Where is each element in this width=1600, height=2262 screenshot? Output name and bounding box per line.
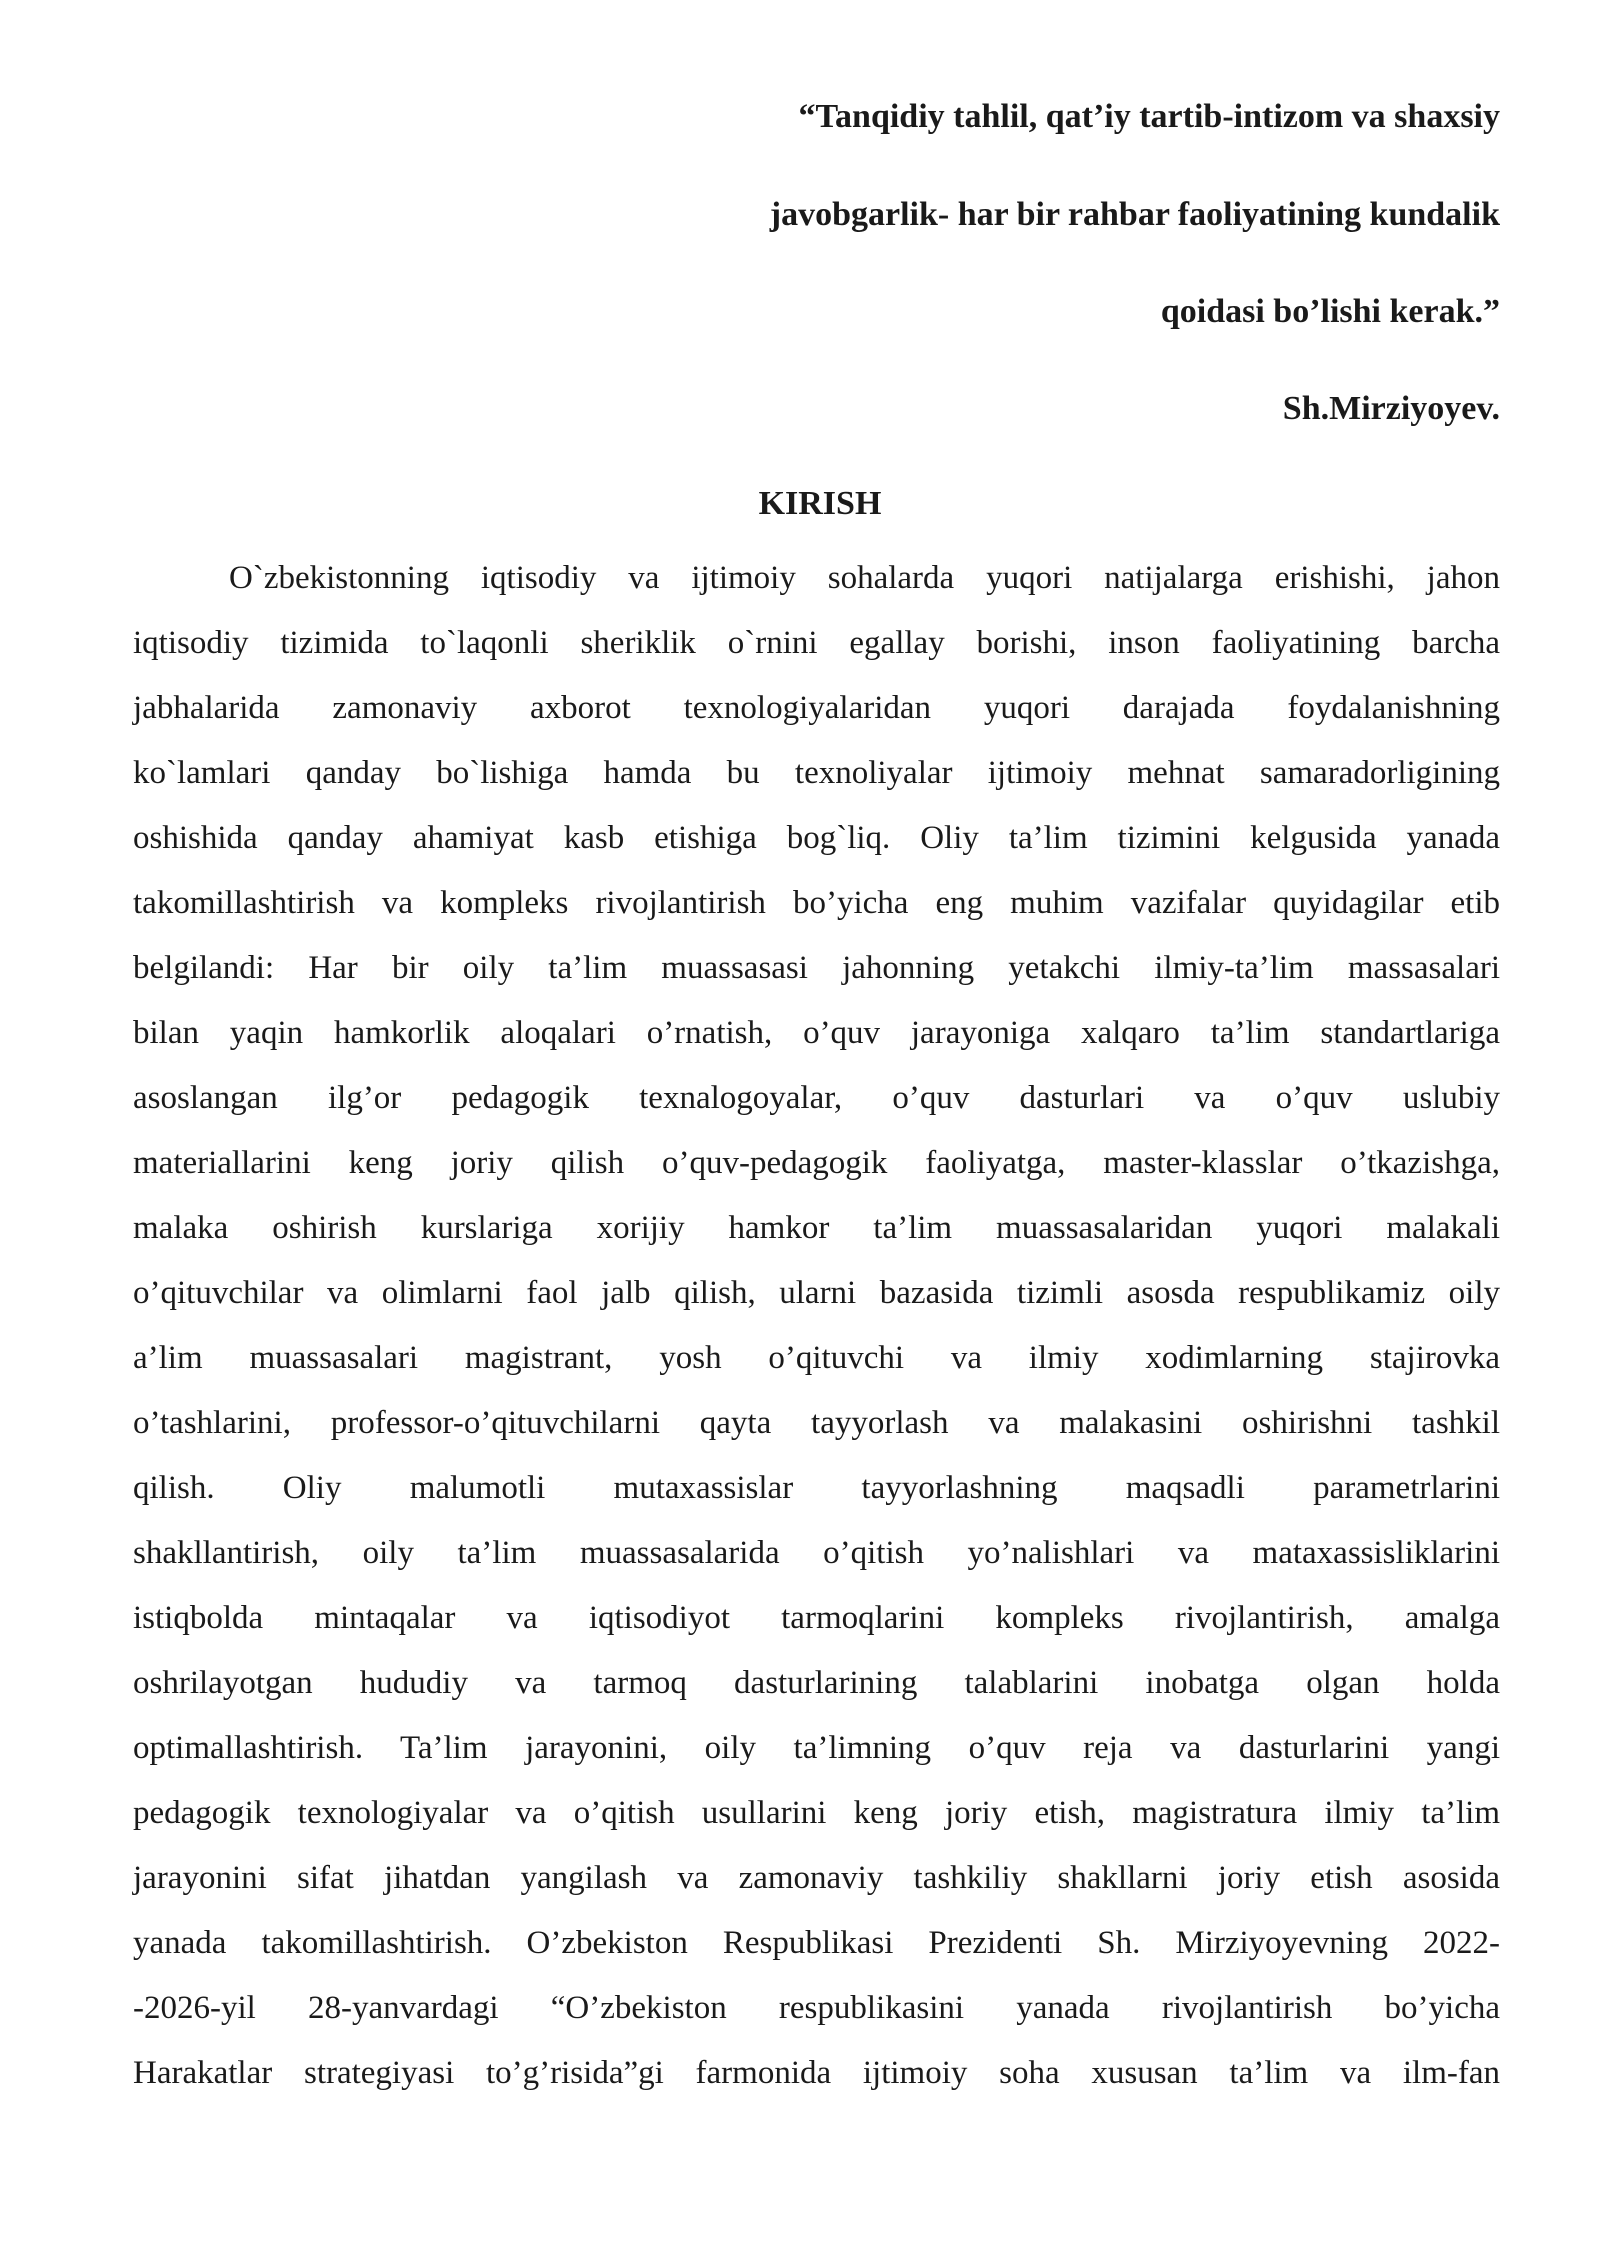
body-line: yanada takomillashtirish. O’zbekiston Respublikasi Prezidenti Sh. Mirziyoyevning 2022- <box>133 1925 1500 1961</box>
body-line: materiallarini keng joriy qilish o’quv-pedagogik faoliyatga, master-klasslar o’tkazishga, <box>133 1145 1500 1181</box>
body-line: qilish. Oliy malumotli mutaxassislar tayyorlashning maqsadli parametrlarini <box>133 1470 1500 1506</box>
body-line: oshrilayotgan hududiy va tarmoq dasturlarining talablarini inobatga olgan holda <box>133 1665 1500 1701</box>
body-line: belgilandi: Har bir oily ta’lim muassasasi jahonning yetakchi ilmiy-ta’lim massasalari <box>133 950 1500 986</box>
epigraph-line-3: qoidasi bo’lishi kerak.” <box>1160 293 1500 330</box>
body-line: shakllantirish, oily ta’lim muassasalarida o’qitish yo’nalishlari va mataxassisliklarini <box>133 1535 1500 1571</box>
body-line: malaka oshirish kurslariga xorijiy hamkor ta’lim muassasalaridan yuqori malakali <box>133 1210 1500 1246</box>
body-line: jabhalarida zamonaviy axborot texnologiyalaridan yuqori darajada foydalanishning <box>133 690 1500 726</box>
body-line: o’qituvchilar va olimlarni faol jalb qilish, ularni bazasida tizimli asosda respublikamiz oily <box>133 1275 1500 1311</box>
body-line: jarayonini sifat jihatdan yangilash va zamonaviy tashkiliy shakllarni joriy etish asosida <box>133 1860 1500 1896</box>
body-line: oshishida qanday ahamiyat kasb etishiga bog`liq. Oliy ta’lim tizimini kelgusida yanada <box>133 820 1500 856</box>
body-line: O`zbekistonning iqtisodiy va ijtimoiy sohalarda yuqori natijalarga erishishi, jahon <box>229 560 1500 596</box>
body-line: pedagogik texnologiyalar va o’qitish usullarini keng joriy etish, magistratura ilmiy ta’lim <box>133 1795 1500 1831</box>
body-line: o’tashlarini, professor-o’qituvchilarni qayta tayyorlash va malakasini oshirishni tashkil <box>133 1405 1500 1441</box>
body-line: bilan yaqin hamkorlik aloqalari o’rnatish, o’quv jarayoniga xalqaro ta’lim standartlariga <box>133 1015 1500 1051</box>
body-line: a’lim muassasalari magistrant, yosh o’qituvchi va ilmiy xodimlarning stajirovka <box>133 1340 1500 1376</box>
body-paragraph <box>133 546 1500 2106</box>
epigraph-author: Sh.Mirziyoyev. <box>1282 390 1500 427</box>
epigraph-line-2: javobgarlik- har bir rahbar faoliyatining kundalik <box>769 196 1500 233</box>
body-line: Harakatlar strategiyasi to’g’risida”gi farmonida ijtimoiy soha xususan ta’lim va ilm-fan <box>133 2055 1500 2091</box>
body-line: asoslangan ilg’or pedagogik texnalogoyalar, o’quv dasturlari va o’quv uslubiy <box>133 1080 1500 1116</box>
epigraph-line-1: “Tanqidiy tahlil, qat’iy tartib-intizom va shaxsiy <box>798 98 1500 135</box>
body-line: istiqbolda mintaqalar va iqtisodiyot tarmoqlarini kompleks rivojlantirish, amalga <box>133 1600 1500 1636</box>
body-line: optimallashtirish. Ta’lim jarayonini, oily ta’limning o’quv reja va dasturlarini yangi <box>133 1730 1500 1766</box>
body-line: -2026-yil 28-yanvardagi “O’zbekiston respublikasini yanada rivojlantirish bo’yicha <box>133 1990 1500 2026</box>
body-line: ko`lamlari qanday bo`lishiga hamda bu texnoliyalar ijtimoiy mehnat samaradorligining <box>133 755 1500 791</box>
body-line: takomillashtirish va kompleks rivojlantirish bo’yicha eng muhim vazifalar quyidagilar etib <box>133 885 1500 921</box>
body-line: iqtisodiy tizimida to`laqonli sheriklik o`rnini egallay borishi, inson faoliyatining barcha <box>133 625 1500 661</box>
section-title: KIRISH <box>758 485 882 522</box>
